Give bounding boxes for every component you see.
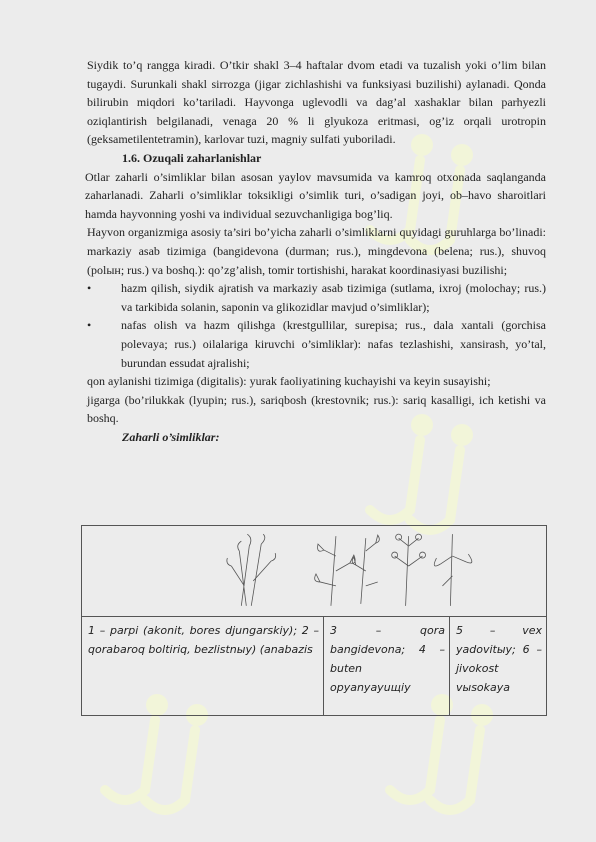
caption-3: 5 – vex yadovitыy; 6 – jivokost vыsokaya [456, 624, 542, 694]
list-item-text: hazm qilish, siydik ajratish va markaziy asab tizimiga (sutlama, ixroj (molochay; rus.) va tarkibida solanin, saponin va glikozidlar mavjud o’simliklar); [121, 281, 546, 314]
paragraph-symptoms: Siydik to’q rangga kiradi. O’tkir shakl 3–4 haftalar dvom etadi va tuzalish yoki o’lim bilan tugaydi. Surunkali shakl sirrozga (jigar zichlashishi va funksiyasi buzilishi) aylanadi. Qonda bilirubin miqdori ko’tariladi. Hayvonga uglevodli va dag’al xashaklar bilan parhyezli oziqlantirish belgilanadi, venaga 20 % li glyukoza eritmasi, og’iz orqali urotropin (geksametilentetramin), karlovar tuzi, magniy sulfati yuboriladi. [87, 58, 546, 147]
paragraph-liver: jigarga (bo’rilukkak (lyupin; rus.), sariqbosh (krestovnik; rus.): sariq kasalligi, ich ketishi va boshq. [87, 392, 546, 426]
caption-2: 3 – qora bangidevona; 4 – buten opyanyayuщiy [330, 624, 445, 694]
caption-cell-3 [450, 617, 547, 716]
list-item-text: nafas olish va hazm qilishga (krestgullilar, surepisa; rus., dala xantali (gorchisa polevaya; rus.) oilalariga kiruvchi o’simliklar): nafas tezlashishi, xansirash, yo’tal, burundan essudat ajralishi; [121, 318, 546, 370]
caption-cell-2 [324, 617, 450, 716]
paragraph-groups: Hayvon organizmiga asosiy ta’siri bo’yicha zaharli o’simliklarni quyidagi guruhlarga bo’linadi: markaziy asab tizimiga (bangidevona (durman; rus.), mingdevona (belena; rus.), shuvoq (polын; rus.) va boshq.): qo’zg’alish, tomir tortishishi, harakat koordinasiyasi buzilishi; [87, 225, 546, 277]
paragraph-horses: Otlar zaharli o’simliklar bilan asosan yaylov mavsumida va kamroq otxonada saqlanganda zaharlanadi. Zaharli o’simliklar toksikligi o’simlik turi, o’sadigan joyi, ob–havo sharoitlari hamda hayvonning yoshi va individual sezuvchanligiga bog’liq. [85, 169, 546, 221]
document-body [87, 56, 546, 446]
list-item-digestion [87, 279, 546, 316]
bullet-dot: • [87, 318, 92, 333]
paragraph-circulation: qon aylanishi tizimiga (digitalis): yurak faoliyatining kuchayishi va keyin susayishi; [87, 374, 491, 389]
plants-illustration-cell [82, 526, 547, 617]
caption-cell-1 [82, 617, 324, 716]
bullet-dot: • [87, 281, 92, 296]
section-heading: 1.6. Ozuqali zaharlanishlar [122, 150, 262, 165]
list-item-respiration [87, 316, 546, 372]
subheading-plants: Zaharli o’simliklar: [122, 429, 220, 444]
plants-illustration [82, 526, 546, 611]
caption-1: 1 – parpi (akonit, bores djungarskiy); 2 – qorabaroq boltiriq, bezlistnыy) (anabazis [88, 624, 319, 656]
plants-table [81, 525, 547, 716]
